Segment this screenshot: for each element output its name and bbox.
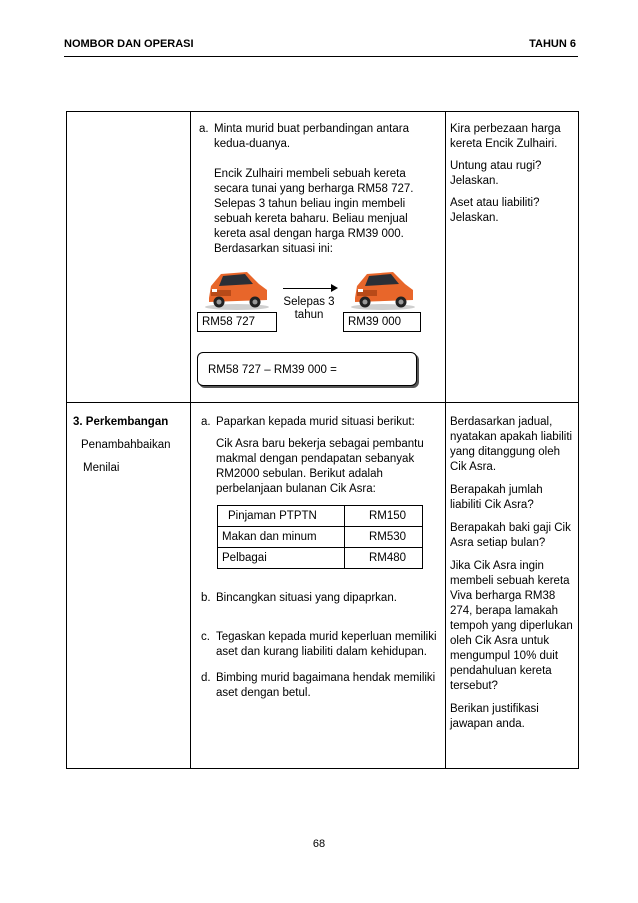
table-row <box>218 527 423 548</box>
arrow-right-icon <box>331 284 338 292</box>
car-image-before <box>201 262 273 312</box>
expense-amount: RM530 <box>345 527 423 548</box>
price-before: RM58 727 <box>202 316 256 328</box>
car-icon <box>201 262 273 312</box>
activity-text: Minta murid buat perbandingan antara kedua-duanya. <box>214 123 409 150</box>
situation-text: Encik Zulhairi membeli sebuah kereta secara tunai yang berharga RM58 727. Selepas 3 tahun beliau ingin membeli sebuah kereta baharu. Beliau menjual kereta asal dengan harga RM39 000. Berdasarkan situasi ini: <box>214 168 414 255</box>
item-marker: a. <box>199 123 209 135</box>
question-item: Jika Cik Asra ingin membeli sebuah kereta Viva berharga RM38 274, berapa lamakah tempoh yang diperlukan oleh Cik Asra untuk mengumpul 10% duit pendahuluan kereta tersebut? <box>450 560 573 692</box>
stage-item: Penambahbaikan <box>81 439 171 451</box>
stage-item: Menilai <box>83 462 120 474</box>
activity-text: Paparkan kepada murid situasi berikut: <box>216 416 415 428</box>
question-item: Aset atau liabiliti? Jelaskan. <box>450 197 540 224</box>
question-cell <box>446 403 579 769</box>
activity-item-a <box>199 122 424 257</box>
page-header <box>64 38 576 52</box>
table-row <box>218 548 423 569</box>
item-marker: d. <box>201 672 211 684</box>
car-icon <box>347 262 419 312</box>
activity-item-c <box>201 630 441 660</box>
expense-item: Pelbagai <box>218 548 345 569</box>
question-item: Berdasarkan jadual, nyatakan apakah liabiliti yang ditanggung oleh Cik Asra. <box>450 416 573 473</box>
activity-cell <box>191 403 446 769</box>
header-subject: NOMBOR DAN OPERASI <box>64 38 194 50</box>
expense-table <box>217 505 423 569</box>
expense-item: Makan dan minum <box>218 527 345 548</box>
stage-cell-empty <box>67 112 191 403</box>
situation-text: Cik Asra baru bekerja sebagai pembantu makmal dengan pendapatan sebanyak RM2000 sebulan. Berikut adalah perbelanjaan bulanan Cik Asra: <box>216 438 424 495</box>
activity-text: Bincangkan situasi yang dipaprkan. <box>216 592 397 604</box>
question-item: Kira perbezaan harga kereta Encik Zulhairi. <box>450 123 561 150</box>
item-marker: a. <box>201 416 211 428</box>
activity-item-d <box>201 671 441 701</box>
stage-cell <box>67 403 191 769</box>
lesson-table <box>66 111 579 769</box>
question-item: Berapakah baki gaji Cik Asra setiap bulan? <box>450 522 571 549</box>
header-grade: TAHUN 6 <box>529 38 576 50</box>
arrow-label: Selepas 3 tahun <box>283 296 335 321</box>
car-image-after <box>347 262 419 312</box>
activity-text: Tegaskan kepada murid keperluan memiliki aset dan kurang liabiliti dalam kehidupan. <box>216 631 437 658</box>
stage-title: 3. Perkembangan <box>73 416 169 428</box>
expense-amount: RM480 <box>345 548 423 569</box>
price-after-box <box>343 312 421 332</box>
activity-item-b <box>201 591 441 606</box>
activity-cell <box>191 112 446 403</box>
question-item: Berapakah jumlah liabiliti Cik Asra? <box>450 484 543 511</box>
table-row <box>218 506 423 527</box>
table-row <box>67 112 579 403</box>
expense-amount: RM150 <box>345 506 423 527</box>
item-marker: c. <box>201 631 210 643</box>
price-after: RM39 000 <box>348 316 402 328</box>
price-before-box <box>197 312 277 332</box>
question-item: Untung atau rugi? Jelaskan. <box>450 160 542 187</box>
activity-text: Bimbing murid bagaimana hendak memiliki aset dengan betul. <box>216 672 436 699</box>
calculation-text: RM58 727 – RM39 000 = <box>208 364 337 376</box>
expense-item: Pinjaman PTPTN <box>218 506 345 527</box>
page-number: 68 <box>312 838 326 850</box>
table-row <box>67 403 579 769</box>
activity-item-a <box>201 415 441 497</box>
question-item: Berikan justifikasi jawapan anda. <box>450 703 539 730</box>
calculation-box <box>197 352 417 386</box>
question-cell <box>446 112 579 403</box>
arrow-line <box>283 288 331 289</box>
header-rule <box>64 56 578 57</box>
item-marker: b. <box>201 592 211 604</box>
